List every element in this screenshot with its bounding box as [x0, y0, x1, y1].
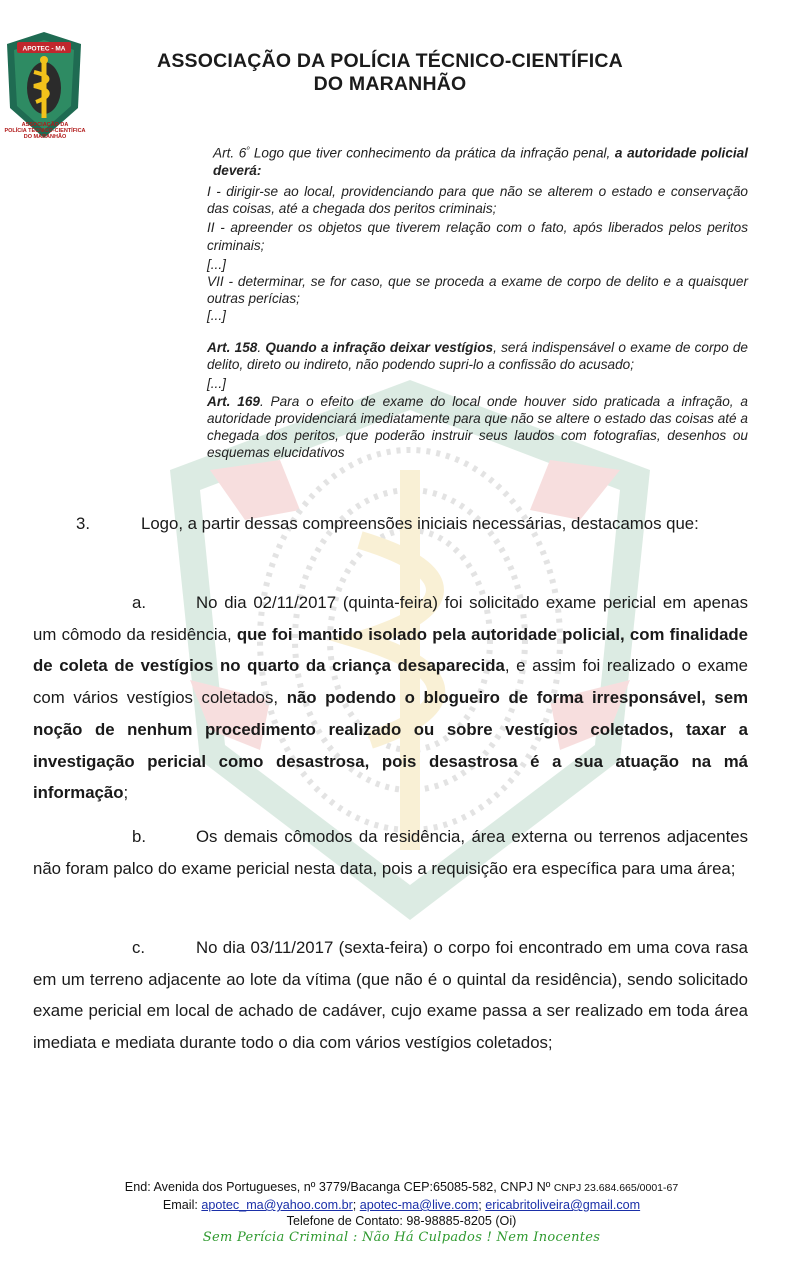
svg-text:APOTEC - MA: APOTEC - MA — [22, 45, 66, 53]
logo-caption — [0, 122, 90, 140]
art158-sep: . — [257, 340, 266, 355]
footer-emails — [0, 1197, 803, 1214]
paragraph-letter: c. — [132, 938, 146, 957]
art158-number: Art. 158 — [207, 340, 258, 355]
footer-address-text: End: Avenida dos Portugueses, nº 3779/Bacanga CEP:65085-582, CNPJ Nº — [124, 1180, 554, 1194]
art6-item-ii: II - apreender os objetos que tiverem relação com o fato, após liberados pelos peritos criminais; — [207, 220, 748, 253]
art158-rest: , será indispensável o exame de corpo de delito, direto ou indireto, não podendo supri-lo a confissão do acusado; — [207, 340, 748, 373]
email-link-yahoo[interactable]: apotec_ma@yahoo.com.br — [201, 1198, 353, 1212]
paragraph-letter: a. — [132, 593, 146, 612]
paragraph-a-text-1: No dia 02/11/2017 (quinta-feira) foi solicitado exame pericial em apenas um cômodo da residência, — [33, 593, 748, 644]
paragraph-b — [33, 821, 748, 884]
footer-address — [0, 1179, 803, 1197]
paragraph-a — [33, 587, 748, 809]
paragraph-a-bold-1: que foi mantido isolado pela autoridade policial, com finalidade de coleta de vestígios no quarto da criança desaparecida — [33, 624, 748, 676]
paragraph-letter: b. — [132, 827, 146, 846]
paragraph-c — [33, 932, 748, 1059]
footer-phone: Telefone de Contato: 98-98885-8205 (Oi) — [286, 1214, 517, 1228]
art6-ellipsis: [...] — [207, 256, 226, 272]
email-link-gmail[interactable]: ericabritoliveira@gmail.com — [485, 1198, 641, 1212]
footer-separator: ; — [478, 1198, 486, 1212]
art6-ellipsis-2: [...] — [207, 308, 226, 324]
art169-text — [207, 393, 748, 462]
art6-item-vii: VII - determinar, se for caso, que se proceda a exame de corpo de delito e a quaisquer outras perícias; — [207, 273, 748, 307]
art169-number: Art. 169 — [207, 393, 260, 409]
footer-motto: Sem Perícia Criminal : Não Há Culpados ! Nem Inocentes — [202, 1230, 601, 1245]
paragraph-3 — [33, 508, 748, 540]
title-line-2: DO MARANHÃO — [313, 73, 467, 95]
art6-bold-text: a autoridade policial deverá: — [213, 145, 749, 178]
paragraph-c-text: No dia 03/11/2017 (sexta-feira) o corpo foi encontrado em uma cova rasa em um terreno adjacente ao lote da vítima (que não é o quintal da residência), sendo solicitado exame pericial em local de achado de cadáver, cujo exame passa a ser realizado em toda área imediata e mediata durante todo o dia com vários vestígios coletados; — [33, 938, 748, 1053]
art169-rest: . Para o efeito de exame do local onde houver sido praticada a infração, a autoridade providenciará imediatamente para que não se altere o estado das coisas até a chegada dos peritos, que poderão instruir seus laudos com fotografias, desenhos ou esquemas elucidativos — [207, 393, 748, 461]
logo-caption-line: ASSOCIAÇÃO DA — [21, 122, 69, 128]
paragraph-a-text-2: , e assim foi realizado o exame com vários vestígios coletados, — [33, 656, 748, 708]
art6-ordinal: º — [246, 145, 250, 154]
footer-cnpj: CNPJ 23.684.665/0001-67 — [553, 1182, 679, 1194]
art158-text — [207, 339, 748, 373]
footer-email-label: Email: — [162, 1198, 202, 1212]
paragraph-b-text: Os demais cômodos da residência, área externa ou terrenos adjacentes não foram palco do exame pericial nesta data, pois a requisição era específica para uma área; — [33, 827, 748, 878]
logo-caption-line: POLÍCIA TÉCNICO-CIENTÍFICA — [4, 128, 86, 134]
email-link-live[interactable]: apotec-ma@live.com — [359, 1198, 479, 1212]
title-line-1: ASSOCIAÇÃO DA POLÍCIA TÉCNICO-CIENTÍFICA — [157, 50, 623, 72]
paragraph-a-text-3: ; — [123, 783, 129, 803]
quote-art-158 — [207, 339, 748, 461]
logo-caption-line: DO MARANHÃO — [23, 134, 67, 140]
art6-intro — [207, 141, 748, 179]
art158-ellipsis: [...] — [207, 376, 226, 392]
art6-item-i: I - dirigir-se ao local, providenciando para que não se alterem o estado e conservação das coisas, até a chegada dos peritos criminais; — [207, 183, 748, 217]
footer-separator: ; — [352, 1198, 360, 1212]
art158-bold-text: Quando a infração deixar vestígios — [265, 340, 494, 355]
page-title — [95, 50, 685, 96]
quote-art-6 — [207, 141, 748, 325]
art6-number: Art. 6 — [213, 145, 247, 161]
art6-text: Logo que tiver conhecimento da prática da infração penal, — [249, 145, 615, 161]
paragraph-a-bold-2: não podendo o blogueiro de forma irresponsável, sem noção de nenhum procedimento realizado ou sobre vestígios coletados, taxar a investigação pericial como desastrosa, pois desastrosa é a sua atuação na má informação — [33, 688, 749, 803]
paragraph-number: 3. — [76, 514, 90, 533]
paragraph-text: Logo, a partir dessas compreensões iniciais necessárias, destacamos que: — [141, 514, 699, 533]
